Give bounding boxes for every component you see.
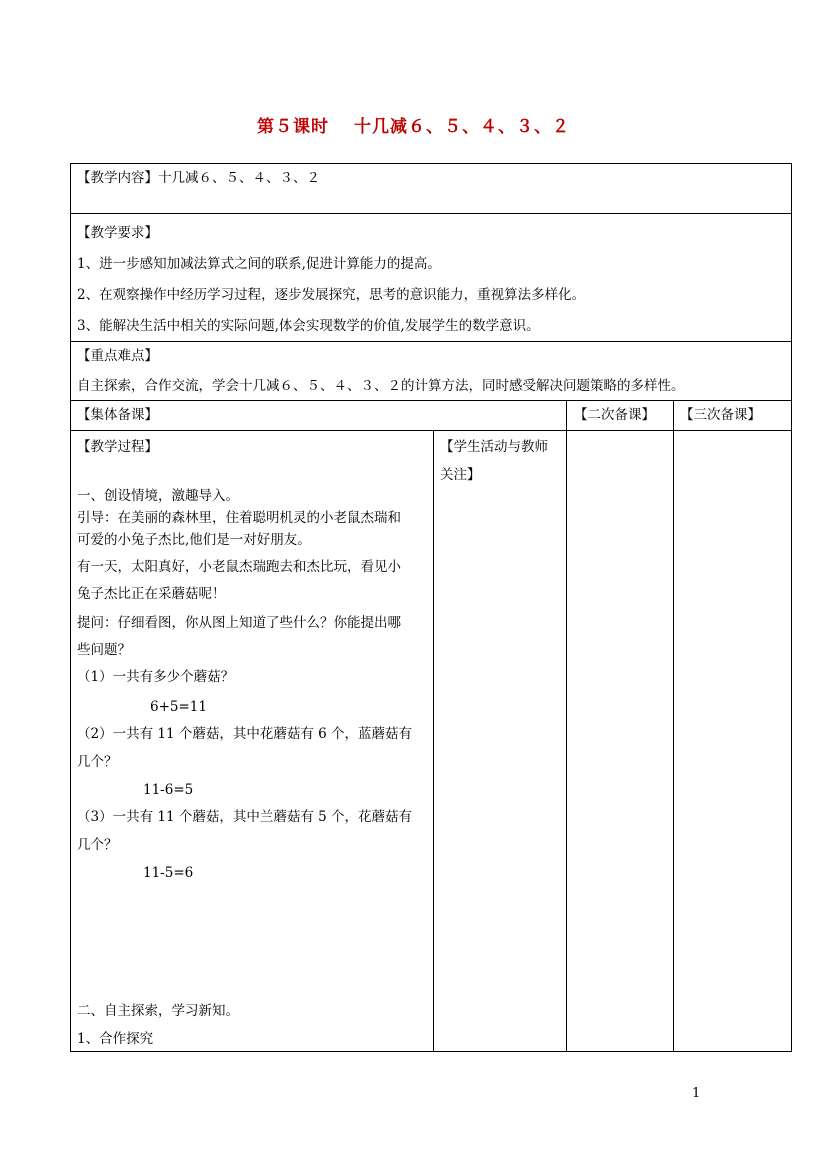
process-heading: 【教学过程】 (77, 439, 158, 455)
equation: 11-5=6 (143, 865, 194, 881)
row-divider (70, 341, 792, 342)
section-heading: 二、自主探索，学习新知。 (77, 1003, 239, 1019)
process-text: 提问：仔细看图，你从图上知道了些什么？你能提出哪 (77, 615, 401, 631)
equation: 11-6=5 (143, 782, 194, 798)
row-divider (70, 430, 792, 431)
page-number: 1 (692, 1086, 701, 1101)
process-text: 引导：在美丽的森林里，住着聪明机灵的小老鼠杰瑞和 (77, 510, 401, 526)
question-cont: 几个？ (77, 754, 118, 770)
column-divider (673, 400, 674, 1052)
row-divider (70, 400, 792, 401)
column-divider (566, 400, 567, 1052)
key-points-text: 自主探索，合作交流，学会十几减６、５、４、３、２的计算方法，同时感受解决问题策略的多样性。 (77, 378, 685, 394)
equation: 6+5=11 (150, 699, 207, 715)
key-points-heading: 【重点难点】 (77, 348, 158, 364)
collective-prep-header: 【集体备课】 (77, 407, 158, 423)
student-activity-header-cont: 关注】 (440, 467, 481, 483)
requirement-item: 3、能解决生活中相关的实际问题,体会实现数学的价值,发展学生的数学意识。 (77, 318, 540, 334)
question: （2）一共有 11 个蘑菇，其中花蘑菇有 6 个，蓝蘑菇有 (77, 726, 413, 742)
column-divider (433, 430, 434, 1052)
process-text: 有一天，太阳真好，小老鼠杰瑞跑去和杰比玩，看见小 (77, 559, 401, 575)
document-title: 第５课时 十几减６、５、４、３、２ (257, 117, 570, 137)
requirement-item: 2、在观察操作中经历学习过程，逐步发展探究，思考的意识能力，重视算法多样化。 (77, 287, 586, 303)
third-prep-header: 【三次备课】 (680, 407, 761, 423)
process-text: 可爱的小兔子杰比,他们是一对好朋友。 (77, 532, 311, 548)
process-text: 些问题？ (77, 642, 131, 658)
question: （1）一共有多少个蘑菇？ (77, 669, 235, 685)
question-cont: 几个？ (77, 837, 118, 853)
row-divider (70, 213, 792, 214)
requirement-item: 1、进一步感知加减法算式之间的联系,促进计算能力的提高。 (77, 256, 441, 272)
subsection-heading: 1、合作探究 (77, 1031, 154, 1047)
teaching-content: 【教学内容】十几减６、５、４、３、２ (77, 170, 320, 186)
section-heading: 一、创设情境，激趣导入。 (77, 488, 239, 504)
question: （3）一共有 11 个蘑菇，其中兰蘑菇有 5 个，花蘑菇有 (77, 809, 413, 825)
student-activity-header: 【学生活动与教师 (440, 439, 548, 455)
process-text: 兔子杰比正在采蘑菇呢！ (77, 586, 226, 602)
second-prep-header: 【二次备课】 (574, 407, 655, 423)
requirements-heading: 【教学要求】 (77, 225, 158, 241)
